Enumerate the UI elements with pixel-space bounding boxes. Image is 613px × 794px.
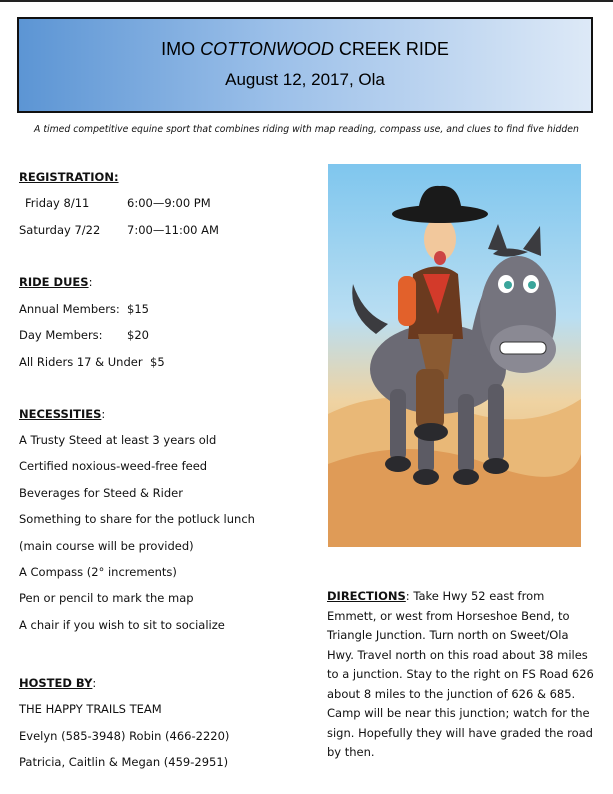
dues-price-3: $5 [150, 355, 165, 369]
registration-heading: REGISTRATION: [19, 170, 119, 184]
necessity-item: A Compass (2° increments) [19, 565, 177, 579]
dues-price-1: $15 [127, 302, 149, 316]
hosted-contact-1: Evelyn (585-3948) Robin (466-2220) [19, 729, 230, 743]
title-banner [17, 17, 593, 113]
tagline: A timed competitive equine sport that combines riding with map reading, compass use, and clues to find five hidden [34, 124, 579, 135]
necessity-item: (main course will be provided) [19, 539, 194, 553]
directions-label: DIRECTIONS [327, 589, 406, 603]
cowboy-on-horse-illustration [328, 164, 581, 547]
registration-time-1: 6:00—9:00 PM [127, 196, 211, 210]
directions-block [327, 587, 595, 763]
dues-label-2: Day Members: [19, 328, 103, 342]
necessity-item: Certified noxious-weed-free feed [19, 459, 208, 473]
necessity-item: A Trusty Steed at least 3 years old [19, 433, 217, 447]
necessities-heading: NECESSITIES: [19, 407, 106, 421]
necessity-item: Beverages for Steed & Rider [19, 486, 183, 500]
top-rule [0, 0, 613, 2]
registration-day-2: Saturday 7/22 [19, 223, 101, 237]
registration-time-2: 7:00—11:00 AM [127, 223, 219, 237]
registration-day-1: Friday 8/11 [25, 196, 90, 210]
dues-label-3: All Riders 17 & Under [19, 355, 143, 369]
hosted-team: THE HAPPY TRAILS TEAM [19, 702, 162, 716]
necessity-item: Something to share for the potluck lunch [19, 512, 255, 526]
cowboy-horse-icon [328, 164, 581, 547]
necessity-item: Pen or pencil to mark the map [19, 591, 194, 605]
dues-price-2: $20 [127, 328, 149, 342]
hosted-contact-2: Patricia, Caitlin & Megan (459-2951) [19, 755, 229, 769]
event-date: August 12, 2017, Ola [225, 70, 385, 89]
dues-heading: RIDE DUES: [19, 275, 93, 289]
dues-label-1: Annual Members: [19, 302, 120, 316]
hosted-heading: HOSTED BY: [19, 676, 97, 690]
event-title: IMO COTTONWOOD CREEK RIDE [161, 39, 449, 59]
directions-text: : Take Hwy 52 east from Emmett, or west from Horseshoe Bend, to Triangle Junction. Turn north on Sweet/Ola Hwy. Travel north on this road about 38 miles to a junction. Stay to the right on FS Road 626 about 8 miles to the junction of 626 & 685. Camp will be near this junction; watch for the sign. Hopefully they will have graded the road by then. [327, 589, 594, 759]
necessity-item: A chair if you wish to sit to socialize [19, 618, 225, 632]
